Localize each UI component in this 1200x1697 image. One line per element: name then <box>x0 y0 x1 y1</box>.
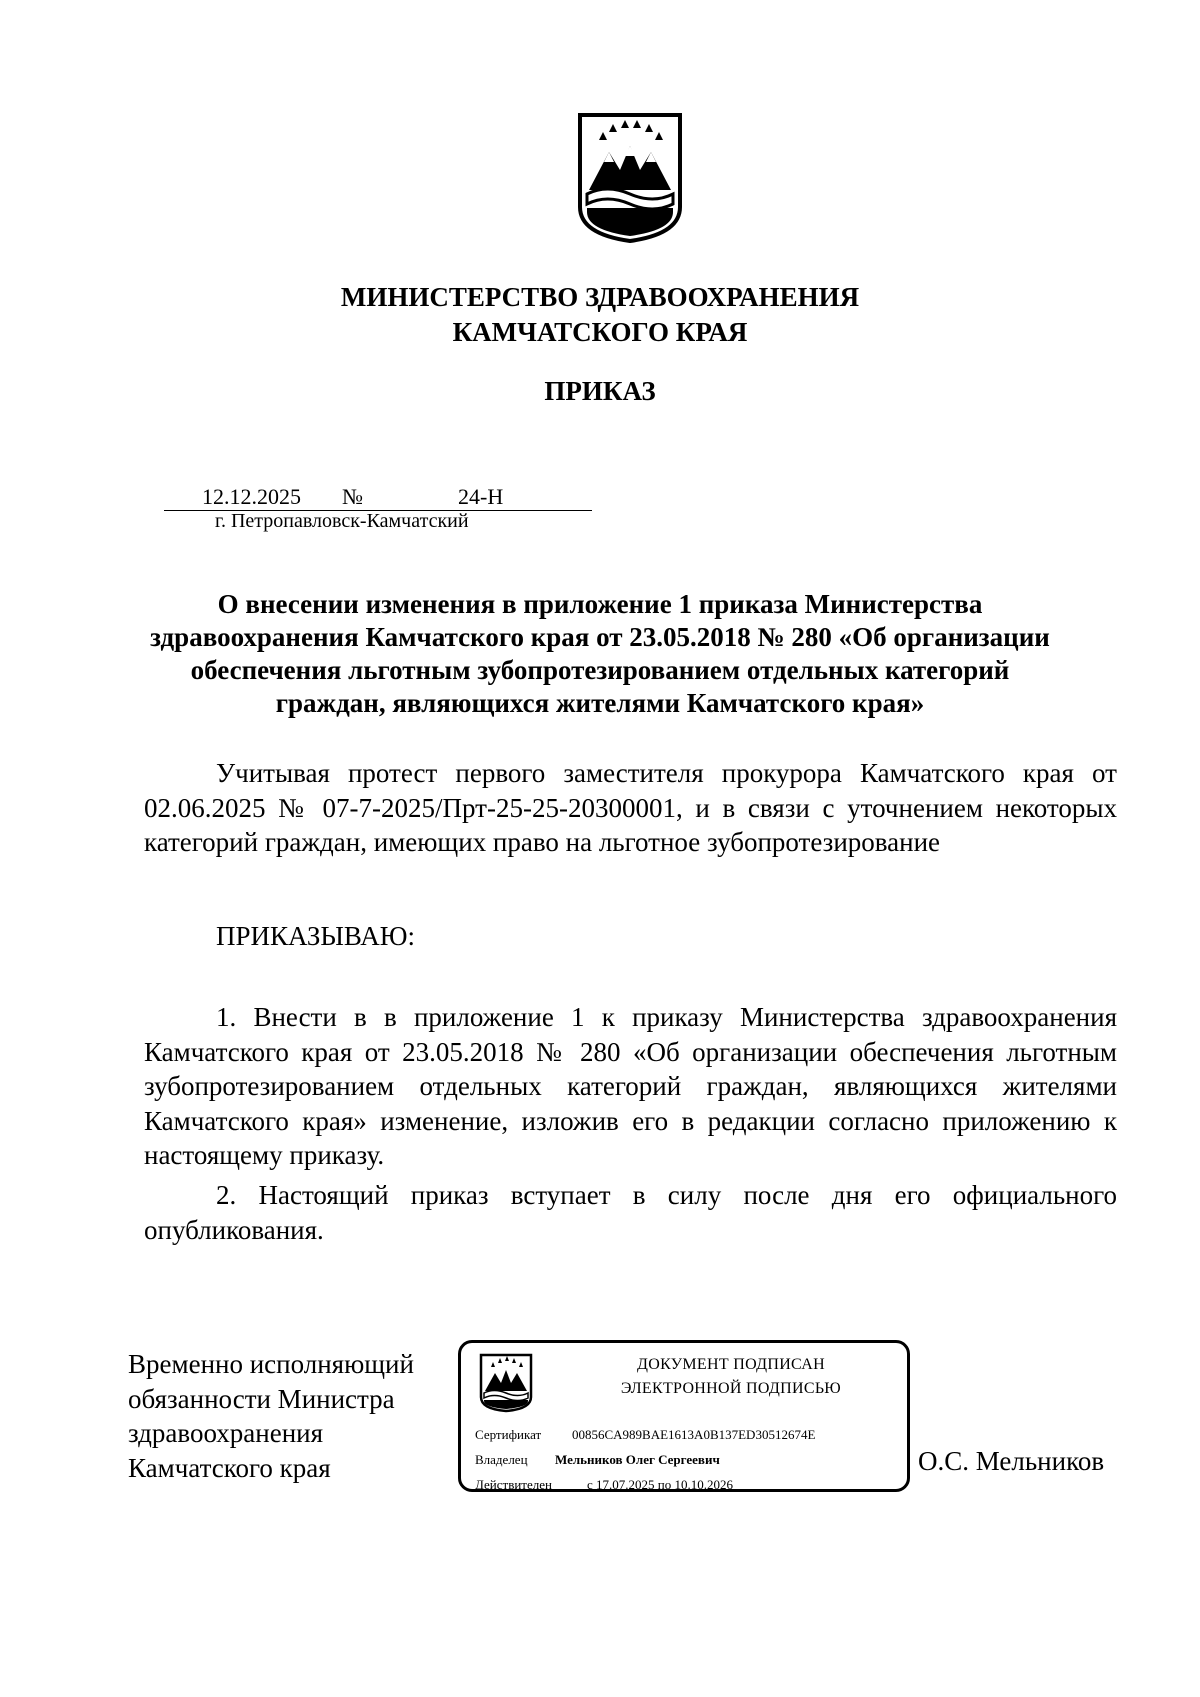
validity-label: Действителен <box>475 1477 552 1492</box>
certificate-value: 00856CA989BAE1613A0B137ED30512674E <box>572 1427 816 1442</box>
number-sign: № <box>342 484 363 509</box>
signatory-name: О.С. Мельников <box>918 1446 1105 1476</box>
order-item-1: 1. Внести в в приложение 1 к приказу Министерства здравоохранения Камчатского края от 23.05.2018 № 280 «Об организации обеспечения льготным зубопротезированием отдельных категорий граждан, являющихся жителями Камчатского края» изменение, изложив его в редакции согласно приложению к настоящему приказу. <box>144 1002 1117 1170</box>
signatory-position <box>128 1347 414 1485</box>
position-line-2: обязанности Министра <box>128 1383 395 1414</box>
title-line-4: граждан, являющихся жителями Камчатского края» <box>275 688 925 718</box>
owner-label: Владелец <box>475 1452 528 1467</box>
preamble-paragraph: Учитывая протест первого заместителя прокурора Камчатского края от 02.06.2025 № 07-7-2025/Прт-25-25-20300001, и в связи с уточнением некоторых категорий граждан, имеющих право на льготное зубопротезирование <box>144 758 1117 857</box>
organization-line-2: КАМЧАТСКОГО КРАЯ <box>452 317 748 347</box>
owner-value: Мельников Олег Сергеевич <box>555 1452 720 1467</box>
stamp-heading <box>571 1353 891 1401</box>
place-of-issue: г. Петропавловск-Камчатский <box>215 510 469 532</box>
organization-name <box>0 280 1200 350</box>
stamp-validity-row <box>475 1477 733 1493</box>
electronic-signature-stamp <box>458 1340 910 1492</box>
validity-period: с 17.07.2025 по 10.10.2026 <box>587 1477 733 1492</box>
position-line-3: здравоохранения <box>128 1418 324 1448</box>
document-title <box>120 588 1080 720</box>
certificate-label: Сертификат <box>475 1427 542 1442</box>
order-word: ПРИКАЗЫВАЮ: <box>216 921 415 951</box>
order-item-2: 2. Настоящий приказ вступает в силу после дня его официального опубликования. <box>144 1180 1117 1245</box>
document-type: ПРИКАЗ <box>544 376 656 406</box>
title-line-1: О внесении изменения в приложение 1 приказа Министерства <box>217 589 983 619</box>
position-line-1: Временно исполняющий <box>128 1349 414 1379</box>
title-line-2: здравоохранения Камчатского края от 23.05.2018 № 280 «Об организации <box>150 622 1050 652</box>
coat-of-arms-emblem <box>577 112 683 244</box>
document-date: 12.12.2025 <box>202 484 301 509</box>
position-line-4: Камчатского края <box>128 1452 331 1483</box>
stamp-emblem-icon <box>479 1353 533 1413</box>
stamp-certificate-row <box>475 1427 816 1443</box>
stamp-heading-line-2: ЭЛЕКТРОННОЙ ПОДПИСЬЮ <box>620 1380 842 1397</box>
stamp-owner-row <box>475 1452 720 1468</box>
stamp-heading-line-1: ДОКУМЕНТ ПОДПИСАН <box>637 1356 825 1373</box>
document-number: 24-Н <box>458 484 504 509</box>
title-line-3: обеспечения льготным зубопротезированием отдельных категорий <box>190 655 1010 685</box>
organization-line-1: МИНИСТЕРСТВО ЗДРАВООХРАНЕНИЯ <box>340 282 860 312</box>
